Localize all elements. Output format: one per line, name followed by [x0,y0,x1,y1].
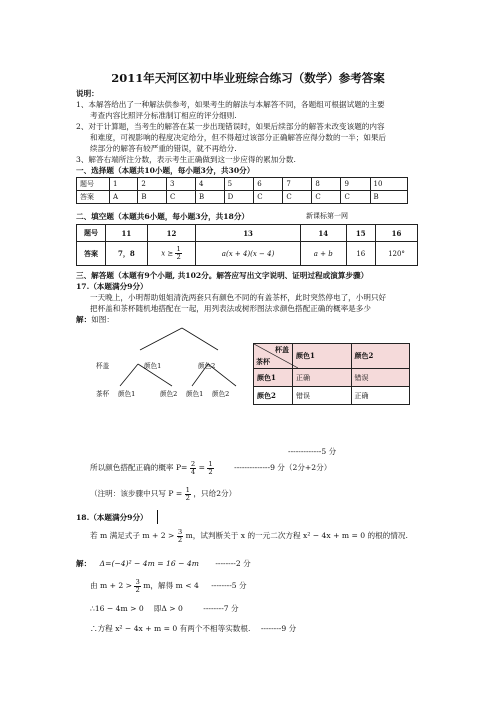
ans12-fraction [175,246,181,261]
ans12-prefix: x ≥ [161,249,174,258]
choice-num: 8 [312,178,341,191]
tree-cup-label: 茶杯 [96,390,110,398]
prob-num-1: 2 [190,459,196,468]
row-header-1: 颜色1 [254,369,293,387]
text-cursor [157,510,158,524]
probability-table [253,343,410,405]
ans12-den: 2 [176,253,181,261]
q18-score-4: --------9 分 [260,624,297,633]
prob-eq: = [198,463,205,472]
fill-answer-14: a + b [300,242,346,266]
choice-answer: C [254,191,283,204]
tree-lid-1: 颜色1 [144,362,162,370]
fill-answer-11: 7，8 [106,242,148,266]
fill-num: 11 [106,225,148,242]
prob-fraction-1 [190,461,196,476]
fill-answer-13: a(x + 4)(x − 4) [196,242,301,266]
q18-line-2 [90,578,247,594]
note-fraction [185,487,191,502]
tree-leaf: 颜色2 [160,390,178,398]
q17-heading: 17.（本题满分9分） [76,282,148,291]
cell-r2c1: 错误 [293,387,352,405]
choice-num: 6 [254,178,283,191]
choice-num: 1 [110,178,138,191]
tree-lid-2: 颜色2 [198,362,216,370]
q18-question [90,528,408,544]
table-corner [254,344,293,369]
choice-num: 5 [224,178,254,191]
tree-leaf: 颜色1 [118,390,136,398]
fill-answer-12 [147,242,196,266]
q18-line-3 [90,603,239,614]
q17-probability-line [90,460,331,476]
tree-leaf: 颜色1 [186,390,204,398]
choice-answer: C [312,191,341,204]
q18-score-2: --------5 分 [211,581,247,590]
col-header-1: 颜色1 [293,344,352,369]
fill-answer-15: 16 [346,242,375,266]
q17-text-2: 把杯盖和茶杯随机地搭配在一起，用列表法或树形图法求颜色搭配正确的概率是多少 [90,304,371,313]
line4-text: ∴方程 x² − 4x + m = 0 有两个不相等实数根. [90,624,251,633]
tree-diagram-lines [90,324,250,424]
row-header-answer: 答案 [77,242,106,266]
choice-num: 7 [283,178,312,191]
section1-heading: 一、选择题（本题共10小题，每小题3分，共30分） [76,166,255,175]
note-2b: 和难度，可视影响的程度决定给分，但不得超过该部分正确解答应得分数的一半；如果后 [90,133,387,142]
cell-r2c2: 正确 [351,387,410,405]
choice-num: 3 [166,178,195,191]
fill-num: 14 [300,225,346,242]
ans12-num: 1 [176,245,181,253]
note-3: 3、解答右端所注分数，表示考生正确做到这一步应得的累加分数. [76,155,296,164]
choice-answer: C [283,191,312,204]
line2-prefix: 由 m + 2 > [90,581,133,590]
line2-num: 3 [135,577,140,586]
section2-heading: 二、填空题（本题共6小题，每小题3分，共18分） [76,212,250,221]
line2-suffix: m，解得 m < 4 [143,581,199,590]
q18-score-1: --------2 分 [215,559,251,568]
choice-answer: C [341,191,370,204]
prob-fraction-2 [207,461,213,476]
note-num: 1 [185,485,190,494]
fill-answer-16: 120° [376,242,418,266]
corner-top-label: 杯盖 [275,345,289,354]
note-1a: 1、本解答给出了一种解法供参考，如果考生的解法与本解答不同，各题组可根据试题的主要 [76,100,385,109]
choice-answer-table [76,177,408,204]
solution-label: 解： [76,315,92,324]
corner-bottom-label: 茶杯 [256,357,270,366]
fill-num: 15 [346,225,375,242]
q17-note [90,486,236,502]
q18-heading: 18.（本题满分9分） [76,513,148,522]
row-header-answer: 答案 [77,191,110,204]
q17-score-2: --------------9 分（2分+2分） [234,463,332,472]
row-header-number: 题号 [77,178,110,191]
choice-answer: D [224,191,254,204]
fill-num: 13 [196,225,301,242]
q17-text-1: 一天晚上，小明帮助姐姐清洗两套只有颜色不同的有盖茶杯，此时突然停电了，小明只好 [90,293,387,302]
watermark-text: 新课标第一网 [306,212,348,220]
q18-num: 3 [177,527,183,536]
prob-num-2: 1 [208,459,213,468]
q18-line-4 [90,623,296,634]
q18-line-1 [76,558,251,569]
note-den: 2 [185,493,190,502]
q17-score-1: -------------5 分 [288,447,337,456]
line2-fraction [134,579,140,594]
choice-answer: B [138,191,167,204]
note-2a: 2、对于计算题，当考生的解答在某一步出现错误时，如果后续部分的解答未改变该题的内容 [76,122,385,131]
choice-answer: B [370,191,407,204]
choice-answer: A [110,191,138,204]
note-suffix: ，只给2分） [193,489,237,498]
section3-heading: 三、解答题（本题有9个小题, 共102分。解答应写出文字说明、证明过程或演算步骤） [76,271,369,280]
q18-delta: Δ=(−4)² − 4m = 16 − 4m [99,559,199,568]
row-header-number: 题号 [77,225,106,242]
tree-lid-label: 杯盖 [96,362,110,370]
row-header-2: 颜色2 [254,387,293,405]
q18-fraction [177,529,183,544]
solution-text: 如图： [91,315,114,324]
cell-r1c2: 错误 [351,369,410,387]
cell-r1c1: 正确 [293,369,352,387]
q18-prefix: 若 m 满足式子 m + 2 > [90,531,175,540]
fill-num: 12 [147,225,196,242]
choice-num: 2 [138,178,167,191]
choice-num: 4 [196,178,225,191]
fill-num: 16 [376,225,418,242]
choice-num: 10 [370,178,407,191]
fill-answer-table [76,224,418,266]
line3-text: ∴16 − 4m > 0 即Δ > 0 [90,604,183,613]
prob-den-1: 4 [190,467,196,476]
q18-solution-label: 解： [76,559,92,568]
col-header-2: 颜色2 [351,344,410,369]
q18-score-3: --------7 分 [203,604,239,613]
page-title: 2011年天河区初中毕业班综合练习（数学）参考答案 [111,71,385,85]
q18-suffix: m，试判断关于 x 的一元二次方程 x² − 4x + m = 0 的根的情况. [185,531,408,540]
tree-leaf: 颜色2 [212,390,230,398]
choice-answer: B [196,191,225,204]
note-1b: 考查内容比照评分标准制订相应的评分细则. [90,111,237,120]
line2-den: 2 [135,585,140,594]
q18-den: 2 [177,535,183,544]
choice-num: 9 [341,178,370,191]
prob-prefix: 所以颜色搭配正确的概率 P= [90,463,188,472]
notes-heading: 说明： [76,89,99,98]
choice-answer: C [166,191,195,204]
note-2c: 续部分的解答有较严重的错误，就不再给分. [90,144,237,153]
note-prefix: （注明：该步骤中只写 P = [90,489,183,498]
prob-den-2: 2 [208,467,213,476]
